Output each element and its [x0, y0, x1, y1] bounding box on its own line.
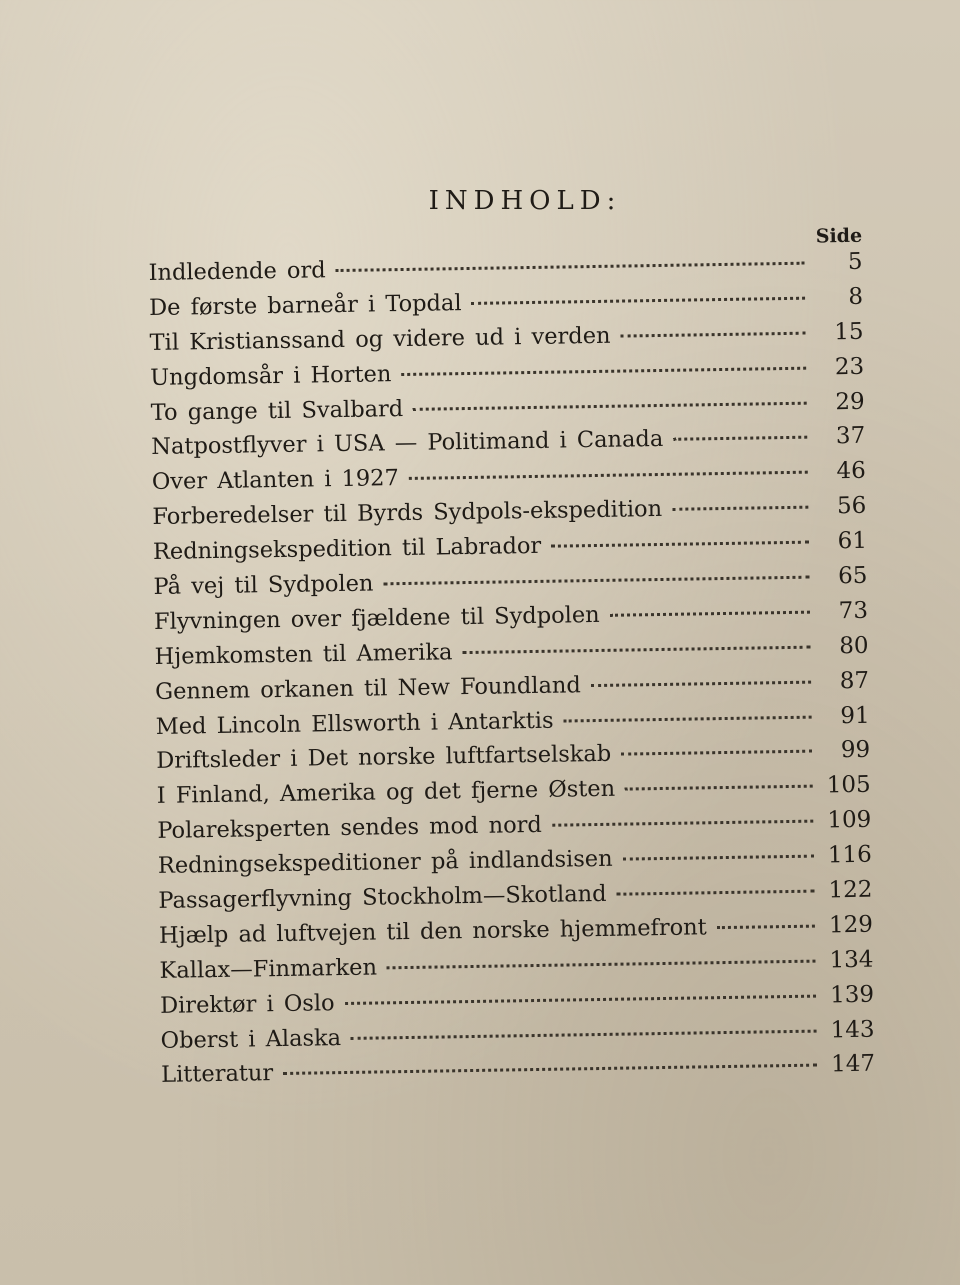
entry-title: To gange til Svalbard: [150, 395, 404, 426]
dot-leader: [617, 890, 815, 896]
entry-title: Kallax—Finmarken: [159, 954, 378, 984]
dot-leader: [717, 925, 815, 930]
dot-leader: [623, 855, 814, 861]
entry-title: De første barneår i Topdal: [148, 289, 462, 321]
dot-leader: [621, 750, 812, 756]
dot-leader: [409, 471, 808, 480]
entry-title: Med Lincoln Ellsworth i Antarktis: [155, 707, 554, 740]
entry-page-number: 122: [828, 876, 873, 904]
dot-leader: [551, 541, 809, 548]
entry-title: Hjælp ad luftvejen til den norske hjemmefront: [158, 914, 707, 949]
entry-title: Oberst i Alaska: [160, 1024, 342, 1054]
dot-leader: [591, 680, 811, 686]
entry-title: I Finland, Amerika og det fjerne Østen: [156, 776, 616, 810]
entry-title: Direktør i Oslo: [159, 989, 335, 1019]
dot-leader: [552, 820, 813, 827]
entry-page-number: 8: [848, 283, 864, 310]
dot-leader: [672, 506, 808, 511]
entry-page-number: 143: [830, 1016, 875, 1043]
dot-leader: [462, 645, 810, 653]
dot-leader: [621, 331, 806, 337]
entry-page-number: 80: [839, 632, 869, 659]
dot-leader: [472, 297, 806, 305]
entry-title: Forberedelser til Byrds Sydpols-ekspedition: [152, 496, 663, 531]
entry-title: Til Kristianssand og videre ud i verden: [149, 322, 611, 356]
dot-leader: [351, 1029, 817, 1039]
entry-title: Polareksperten sendes mod nord: [157, 812, 543, 845]
dot-leader: [673, 436, 807, 441]
dot-leader: [625, 785, 813, 791]
page-column-label: Side: [815, 224, 863, 248]
entry-page-number: 147: [830, 1051, 876, 1078]
entry-title: Ungdomsår i Horten: [150, 360, 392, 391]
entry-page-number: 134: [829, 946, 874, 974]
entry-page-number: 73: [838, 597, 869, 625]
table-of-contents: [148, 224, 876, 1089]
entry-page-number: 29: [835, 388, 865, 415]
dot-leader: [413, 401, 807, 410]
entry-page-number: 15: [834, 318, 864, 346]
entry-title: På vej til Sydpolen: [153, 570, 374, 600]
entry-page-number: 139: [829, 981, 875, 1009]
entry-title: Flyvningen over fjældene til Sydpolen: [153, 601, 600, 635]
entry-title: Redningsekspedition til Labrador: [152, 532, 542, 566]
entry-title: Driftsleder i Det norske luftfartselskab: [156, 741, 612, 775]
entry-title: Hjemkomsten til Amerika: [154, 639, 453, 670]
entry-page-number: 37: [835, 423, 866, 450]
dot-leader: [283, 1064, 817, 1075]
entry-title: Redningsekspeditioner på indlandsisen: [157, 845, 613, 880]
dot-leader: [383, 576, 809, 586]
contents-heading: INDHOLD:: [428, 186, 622, 216]
entry-page-number: 116: [827, 841, 873, 869]
entry-title: Litteratur: [160, 1060, 274, 1089]
entry-page-number: 109: [827, 806, 872, 834]
dot-leader: [610, 611, 810, 617]
entry-page-number: 91: [840, 702, 870, 729]
entry-page-number: 87: [839, 667, 870, 694]
dot-leader: [345, 994, 816, 1004]
toc-list: [148, 245, 875, 1093]
entry-page-number: 129: [828, 911, 874, 939]
entry-page-number: 65: [837, 562, 868, 590]
dot-leader: [401, 366, 806, 375]
entry-page-number: 56: [836, 492, 867, 520]
entry-title: Passagerflyvning Stockholm—Skotland: [158, 880, 607, 914]
entry-page-number: 46: [836, 458, 866, 485]
entry-title: Gennem orkanen til New Foundland: [154, 671, 582, 705]
dot-leader: [336, 262, 805, 272]
entry-page-number: 99: [840, 737, 871, 764]
entry-title: Over Atlanten i 1927: [151, 465, 400, 496]
entry-title: Indledende ord: [148, 257, 326, 286]
entry-page-number: 23: [834, 353, 865, 380]
dot-leader: [387, 959, 816, 969]
entry-page-number: 5: [847, 248, 863, 276]
entry-page-number: 61: [837, 527, 868, 555]
entry-title: Natpostflyver i USA — Politimand i Canada: [151, 426, 664, 461]
entry-page-number: 105: [826, 772, 871, 799]
dot-leader: [563, 715, 811, 722]
